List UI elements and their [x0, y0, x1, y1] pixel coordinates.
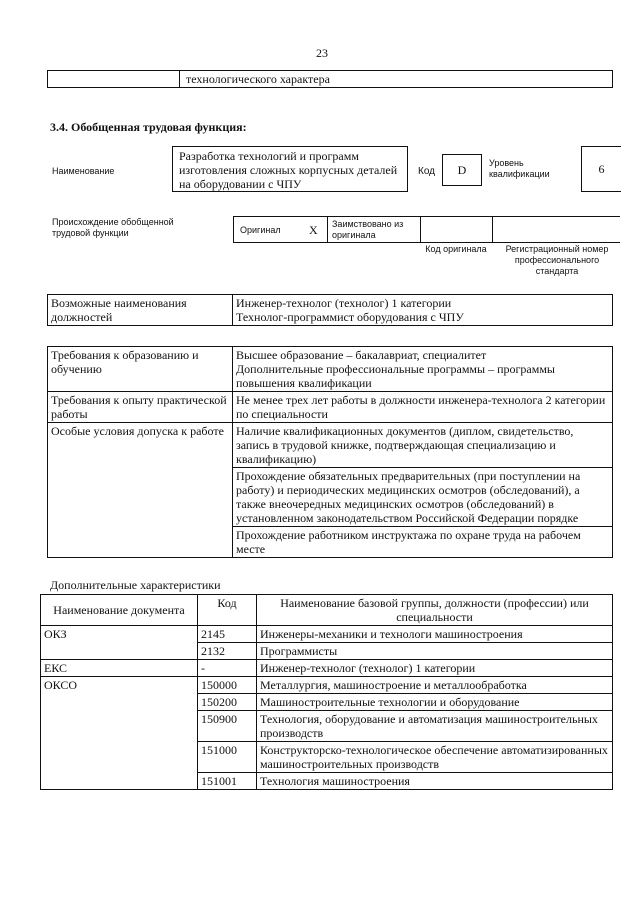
experience-value: Не менее трех лет работы в должности инженера-технолога 2 категории по специальности [233, 392, 613, 423]
name-cell: Конструкторско-технологическое обеспечение автоматизированных машиностроительных производств [257, 742, 613, 773]
col-name-header: Наименование базовой группы, должности (профессии) или специальности [257, 595, 613, 626]
code-original-label: Код оригинала [425, 244, 487, 254]
continuation-row [47, 70, 613, 88]
origin-box [233, 216, 620, 243]
position-item: Технолог-программист оборудования с ЧПУ [236, 310, 464, 324]
name-value: Разработка технологий и программ изготовления сложных корпусных деталей на оборудовании с ЧПУ [172, 146, 408, 192]
doc-cell: ОКЗ [41, 626, 198, 660]
original-mark: X [309, 223, 318, 237]
name-cell: Машиностроительные технологии и оборудование [257, 694, 613, 711]
special-condition: Прохождение работником инструктажа по охране труда на рабочем месте [233, 527, 613, 558]
education-line: Дополнительные профессиональные программы – программы повышения квалификации [236, 362, 555, 390]
name-cell: Технология машиностроения [257, 773, 613, 790]
level-label: Уровень квалификации [489, 158, 550, 179]
reg-number-label: Регистрационный номер профессионального стандарта [505, 244, 609, 276]
name-cell: Технология, оборудование и автоматизация машиностроительных производств [257, 711, 613, 742]
requirements-table [47, 346, 613, 558]
education-label: Требования к образованию и обучению [48, 347, 233, 392]
name-label: Наименование [52, 166, 115, 176]
special-conditions-label: Особые условия допуска к работе [48, 423, 233, 558]
doc-cell: ЕКС [41, 660, 198, 677]
origin-label: Происхождение обобщенной трудовой функции [52, 217, 174, 238]
doc-cell: ОКСО [41, 677, 198, 790]
col-code-header: Код [198, 595, 257, 626]
experience-label: Требования к опыту практической работы [48, 392, 233, 423]
position-item: Инженер-технолог (технолог) 1 категории [236, 296, 452, 310]
code-cell: 150000 [198, 677, 257, 694]
level-value: 6 [581, 146, 621, 192]
section-title: 3.4. Обобщенная трудовая функция: [50, 120, 247, 134]
borrowed-label: Заимствовано из оригинала [332, 219, 404, 240]
positions-table [47, 294, 613, 326]
name-cell: Инженеры-механики и технологи машиностроения [257, 626, 613, 643]
original-label: Оригинал [240, 225, 281, 235]
code-cell: 151001 [198, 773, 257, 790]
code-cell: - [198, 660, 257, 677]
page-number: 23 [316, 46, 328, 60]
code-cell: 2132 [198, 643, 257, 660]
code-value: D [442, 154, 482, 186]
code-cell: 151000 [198, 742, 257, 773]
col-doc-header: Наименование документа [41, 595, 198, 626]
additional-title: Дополнительные характеристики [50, 578, 221, 592]
name-cell: Инженер-технолог (технолог) 1 категории [257, 660, 613, 677]
special-condition: Наличие квалификационных документов (диплом, свидетельство, запись в трудовой книжке, подтверждающая специализацию и квалификацию) [233, 423, 613, 468]
code-cell: 2145 [198, 626, 257, 643]
special-condition: Прохождение обязательных предварительных (при поступлении на работу) и периодических медицинских осмотров (обследований), а также внеочередных медицинских осмотров (обследований) в установленном законодательством Российской Федерации порядке [233, 468, 613, 527]
name-cell: Программисты [257, 643, 613, 660]
name-cell: Металлургия, машиностроение и металлообработка [257, 677, 613, 694]
code-cell: 150900 [198, 711, 257, 742]
additional-table [40, 594, 613, 790]
code-cell: 150200 [198, 694, 257, 711]
continuation-text: технологического характера [186, 72, 330, 86]
positions-label: Возможные наименования должностей [48, 295, 233, 326]
education-line: Высшее образование – бакалавриат, специалитет [236, 348, 487, 362]
code-label: Код [418, 166, 436, 177]
